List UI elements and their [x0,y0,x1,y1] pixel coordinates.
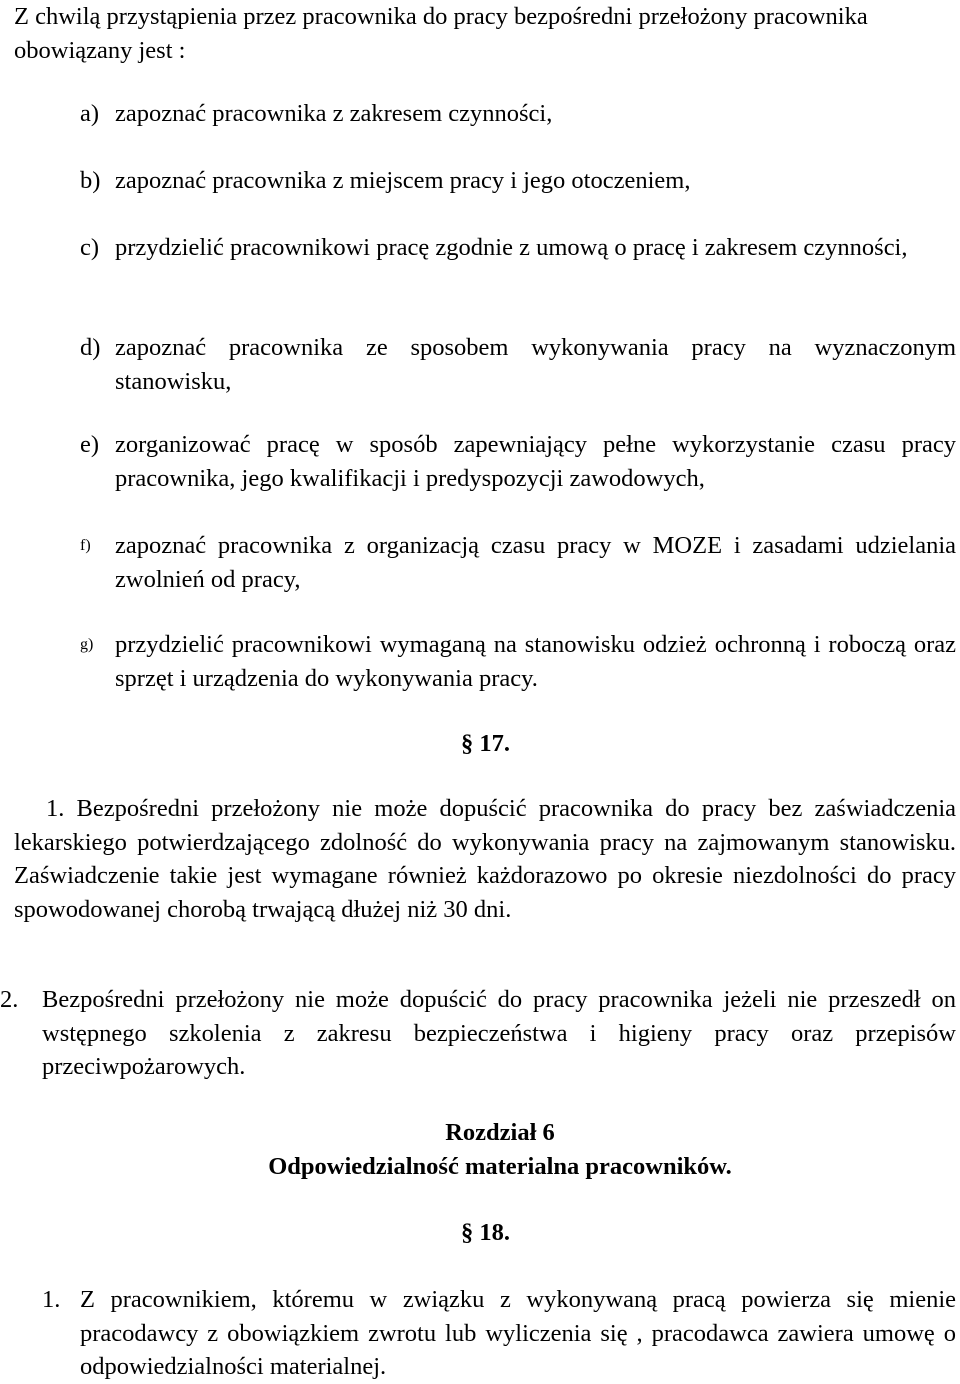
duty-marker: b) [80,167,101,194]
duty-item-e [80,428,956,495]
duty-item-g [80,628,956,695]
section-symbol: § [461,730,474,757]
duty-text: przydzielić pracownikowi wymaganą na stanowisku odzież ochronną i roboczą oraz sprzęt i urządzenia do wykonywania pracy. [115,631,956,692]
duty-item-d [80,331,956,398]
duty-text: zapoznać pracownika z organizacją czasu pracy w MOZE i zasadami udzielania zwolnień od pracy, [115,532,956,593]
section-number: 17. [479,730,510,757]
section-symbol: § [461,1219,474,1246]
duty-marker: d) [80,334,101,361]
duty-item-a [80,97,956,131]
section-number: 18. [479,1219,510,1246]
paragraph-text: Bezpośredni przełożony nie może dopuścić pracownika do pracy bez zaświadczenia lekarskiego potwierdzającego zdolność do wykonywania pracy na zajmowanym stanowisku. Zaświadczenie takie jest wymagane również każdorazowo po okresie niezdolności do pracy spowodowanej chorobą trwającą dłużej niż 30 dni. [14,795,957,923]
duty-item-f [80,529,956,596]
duty-text: przydzielić pracownikowi pracę zgodnie z umową o pracę i zakresem czynności, [115,234,908,261]
section-17-paragraph-1 [14,792,956,926]
section-17-heading [461,727,510,761]
duty-text: zapoznać pracownika ze sposobem wykonywania pracy na wyznaczonym stanowisku, [115,334,956,395]
intro-paragraph: Z chwilą przystąpienia przez pracownika do pracy bezpośredni przełożony pracownika obowiązany jest : [14,3,868,64]
paragraph-marker: 1. [46,795,65,822]
section-18-paragraph-1 [42,1283,956,1384]
paragraph-text: Bezpośredni przełożony nie może dopuścić do pracy pracownika jeżeli nie przeszedł on wstępnego szkolenia z zakresu bezpieczeństwa i higieny pracy oraz przepisów przeciwpożarowych. [42,986,956,1080]
chapter-title: Rozdział 6 [445,1119,555,1146]
duty-marker: c) [80,234,100,261]
chapter-subtitle: Odpowiedzialność materialna pracowników. [268,1153,732,1180]
section-18-heading [461,1216,510,1250]
duty-text: zapoznać pracownika z zakresem czynności, [115,100,553,127]
duty-text: zapoznać pracownika z miejscem pracy i jego otoczeniem, [115,167,691,194]
duty-text: zorganizować pracę w sposób zapewniający pełne wykorzystanie czasu pracy pracownika, jego kwalifikacji i predyspozycji zawodowych, [115,431,956,492]
paragraph-marker: 2. [0,986,19,1013]
duty-item-c [80,231,956,265]
duty-marker: e) [80,431,100,458]
duty-item-b [80,164,956,198]
paragraph-marker: 1. [42,1286,61,1313]
section-17-paragraph-2 [0,983,956,1084]
duty-marker: f) [80,537,91,554]
duty-marker: g) [80,636,94,653]
duty-marker: a) [80,100,100,127]
paragraph-text: Z pracownikiem, któremu w związku z wykonywaną pracą powierza się mienie pracodawcy z obowiązkiem zwrotu lub wyliczenia się , pracodawca zawiera umowę o odpowiedzialności materialnej. [80,1286,956,1380]
